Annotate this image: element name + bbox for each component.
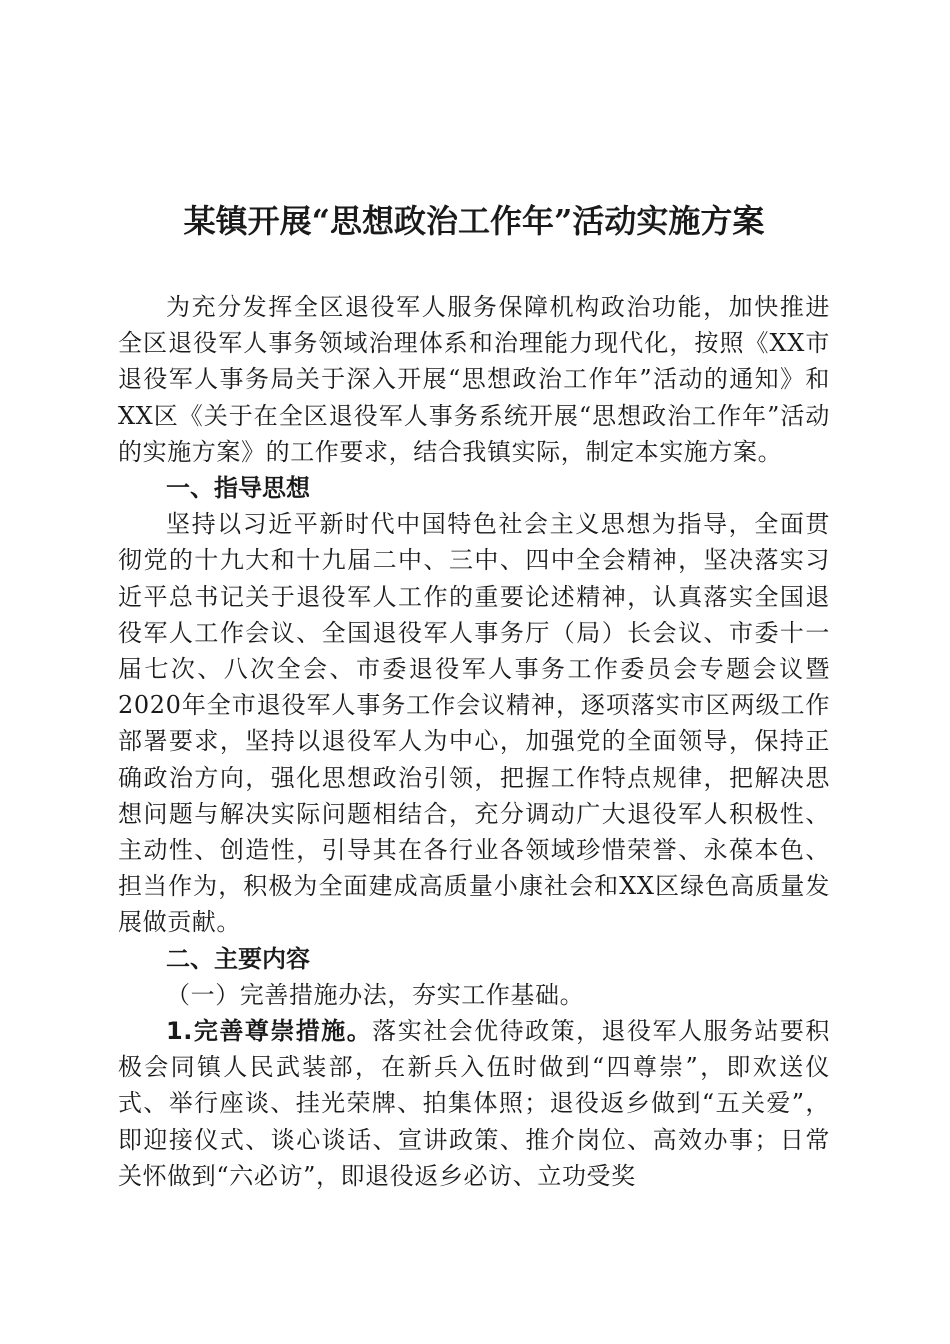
section-heading-main-content: 二、主要内容 bbox=[166, 944, 310, 973]
document-body bbox=[118, 289, 830, 1194]
intro-paragraph: 为充分发挥全区退役军人服务保障机构政治功能，加快推进全区退役军人事务领域治理体系和治理能力现代化，按照《XX市退役军人事务局关于深入开展“思想政治工作年”活动的通知》和XX区《关于在全区退役军人事务系统开展“思想政治工作年”活动的实施方案》的工作要求，结合我镇实际，制定本实施方案。 bbox=[118, 293, 830, 466]
item-paragraph bbox=[118, 1013, 830, 1194]
item-lead: 1.完善尊崇措施。 bbox=[166, 1017, 373, 1046]
item-text: 落实社会优待政策，退役军人服务站要积极会同镇人民武装部，在新兵入伍时做到“四尊崇”，即欢送仪式、举行座谈、挂光荣牌、拍集体照；退役返乡做到“五关爱”，即迎接仪式、谈心谈话、宣讲政策、推介岗位、高效办事；日常关怀做到“六必访”，即退役返乡必访、立功受奖 bbox=[118, 1017, 830, 1190]
section-heading-guiding-thought: 一、指导思想 bbox=[166, 474, 310, 503]
subsection-heading: （一）完善措施办法，夯实工作基础。 bbox=[166, 980, 585, 1009]
guiding-thought-paragraph: 坚持以习近平新时代中国特色社会主义思想为指导，全面贯彻党的十九大和十九届二中、三中、四中全会精神，坚决落实习近平总书记关于退役军人工作的重要论述精神，认真落实全国退役军人工作会议、全国退役军人事务厅（局）长会议、市委十一届七次、八次全会、市委退役军人事务工作委员会专题会议暨2020年全市退役军人事务工作会议精神，逐项落实市区两级工作部署要求，坚持以退役军人为中心，加强党的全面领导，保持正确政治方向，强化思想政治引领，把握工作特点规律，把解决思想问题与解决实际问题相结合，充分调动广大退役军人积极性、主动性、创造性，引导其在各行业各领域珍惜荣誉、永葆本色、担当作为，积极为全面建成高质量小康社会和XX区绿色高质量发展做贡献。 bbox=[118, 510, 830, 937]
document-title: 某镇开展“思想政治工作年”活动实施方案 bbox=[183, 202, 765, 240]
